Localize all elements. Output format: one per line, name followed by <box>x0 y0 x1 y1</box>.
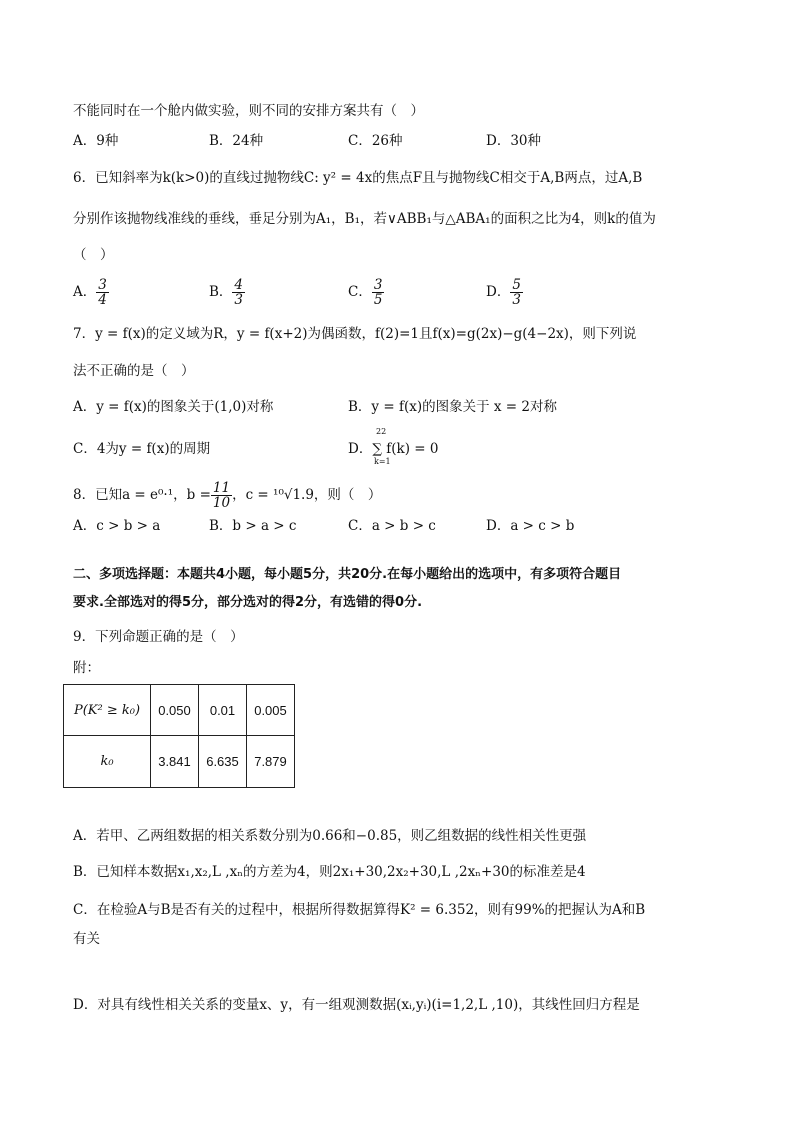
q6-stem-line3: （ ） <box>73 247 114 263</box>
fraction: $\frac{11}{10}$ <box>212 480 231 511</box>
q9-stem: 9．下列命题正确的是（ ） <box>73 629 244 645</box>
table-cell: 0.005 <box>247 685 295 736</box>
table-row <box>64 685 295 736</box>
q7-stem-line1: 7．y = f(x)的定义域为R，y = f(x+2)为偶函数，f(2)=1且f(x)=g(2x)−g(4−2x)，则下列说 <box>73 326 637 342</box>
q6-option-c: C． $\frac{3}{5}$ <box>348 277 383 308</box>
sum-upper-limit: 22 <box>376 427 387 436</box>
table-header-cell: k₀ <box>64 736 151 788</box>
q8-option-d: D．a > c > b <box>486 518 575 534</box>
q9-option-c-line2: 有关 <box>73 931 100 947</box>
fraction: $\frac{5}{3}$ <box>512 277 521 308</box>
q9-option-d: D．对具有线性相关关系的变量x、y，有一组观测数据(xᵢ,yᵢ)(i=1,2,L ,10)，其线性回归方程是 <box>73 997 640 1013</box>
table-cell: 0.01 <box>199 685 247 736</box>
fraction: $\frac{3}{5}$ <box>373 277 383 308</box>
fraction: $\frac{3}{4}$ <box>98 277 107 308</box>
q6-stem-line2: 分别作该抛物线准线的垂线，垂足分别为A₁，B₁，若∨ABB₁与△ABA₁的面积之比为4，则k的值为 <box>73 211 656 227</box>
q9-option-c-line1: C．在检验A与B是否有关的过程中，根据所得数据算得K² = 6.352，则有99%的把握认为A和B <box>73 902 646 918</box>
q8-stem: 8．已知a = e⁰·¹，b = $\frac{11}{10}$ ，c = ¹⁰√1.9，则（ ） <box>73 480 382 511</box>
q7-option-a: A．y = f(x)的图象关于(1,0)对称 <box>73 399 274 415</box>
sum-lower-limit: k=1 <box>374 457 391 466</box>
q6-stem-line1: 6．已知斜率为k(k>0)的直线过抛物线C: y² = 4x的焦点F且与抛物线C相交于A,B两点，过A,B <box>73 170 643 186</box>
q9-option-a: A．若甲、乙两组数据的相关系数分别为0.66和−0.85，则乙组数据的线性相关性更强 <box>73 828 587 844</box>
q6-option-b: B． $\frac{4}{3}$ <box>209 277 244 308</box>
fraction: $\frac{4}{3}$ <box>234 277 244 308</box>
q5-option-c: C．26种 <box>348 133 403 149</box>
q9-option-b: B．已知样本数据x₁,x₂,L ,xₙ的方差为4，则2x₁+30,2x₂+30,L ,2xₙ+30的标准差是4 <box>73 864 586 880</box>
table-cell: 6.635 <box>199 736 247 788</box>
q8-option-c: C．a > b > c <box>348 518 436 534</box>
q5-stem-tail: 不能同时在一个舱内做实验，则不同的安排方案共有（ ） <box>73 103 424 119</box>
q8-option-b: B．b > a > c <box>209 518 297 534</box>
q6-option-a: A． $\frac{3}{4}$ <box>73 277 107 308</box>
q7-option-b: B．y = f(x)的图象关于 x = 2对称 <box>348 399 557 415</box>
table-header-cell: P(K² ≥ k₀) <box>64 685 151 736</box>
q9-attachment-label: 附： <box>73 660 100 676</box>
q5-option-b: B．24种 <box>209 133 264 149</box>
table-cell: 7.879 <box>247 736 295 788</box>
table-cell: 3.841 <box>151 736 199 788</box>
chi-square-table <box>63 684 295 788</box>
q7-stem-line2: 法不正确的是（ ） <box>73 363 195 379</box>
q5-option-d: D．30种 <box>486 133 542 149</box>
q7-option-d: D．∑ f(k) = 0 22 k=1 <box>348 427 439 466</box>
q7-option-c: C．4为y = f(x)的周期 <box>73 441 211 457</box>
q8-option-a: A．c > b > a <box>73 518 161 534</box>
q5-option-a: A．9种 <box>73 133 119 149</box>
table-cell: 0.050 <box>151 685 199 736</box>
q6-option-d: D． $\frac{5}{3}$ <box>486 277 521 308</box>
section-heading-line1: 二、多项选择题：本题共4小题，每小题5分，共20分.在每小题给出的选项中，有多项符合题目 <box>73 567 622 582</box>
table-row <box>64 736 295 788</box>
section-heading-line2: 要求.全部选对的得5分，部分选对的得2分，有选错的得0分. <box>73 595 423 610</box>
